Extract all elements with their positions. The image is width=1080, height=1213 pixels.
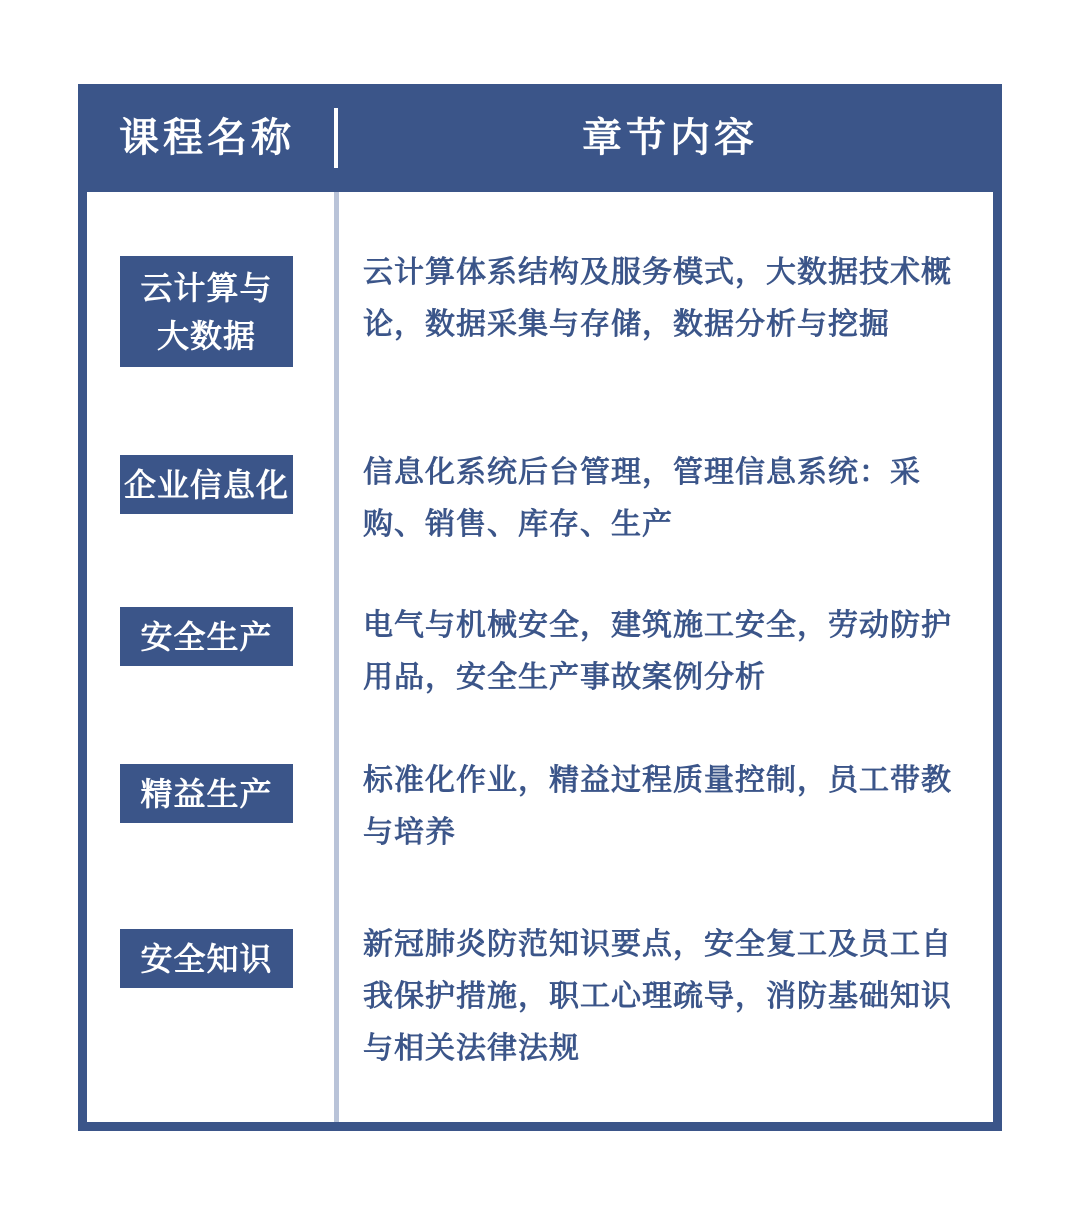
chapter-content-cloud-bigdata: 云计算体系结构及服务模式，大数据技术概论，数据采集与存储，数据分析与挖掘 — [363, 255, 952, 342]
column-divider — [334, 192, 339, 1122]
course-label-lean-production: 精益生产 — [120, 764, 293, 823]
course-label-line: 大数据 — [156, 316, 256, 355]
course-label-safety-production: 安全生产 — [120, 607, 293, 666]
table-body — [87, 192, 993, 1122]
course-label-cloud-bigdata — [120, 256, 293, 367]
table-header — [78, 84, 1002, 192]
course-label-line: 云计算与 — [140, 268, 273, 307]
chapter-content-safety-knowledge: 新冠肺炎防范知识要点，安全复工及员工自我保护措施，职工心理疏导，消防基础知识与相关法律法规 — [363, 927, 952, 1066]
course-table — [78, 84, 1002, 1131]
course-label-enterprise-info: 企业信息化 — [120, 455, 293, 514]
chapter-content-lean-production: 标准化作业，精益过程质量控制，员工带教与培养 — [363, 763, 952, 850]
course-label-safety-knowledge: 安全知识 — [120, 929, 293, 988]
header-course-name: 课程名称 — [119, 115, 295, 161]
chapter-content-enterprise-info: 信息化系统后台管理，管理信息系统：采购、销售、库存、生产 — [363, 455, 921, 542]
header-chapter-content: 章节内容 — [582, 115, 758, 161]
chapter-content-safety-production: 电气与机械安全，建筑施工安全，劳动防护用品，安全生产事故案例分析 — [363, 608, 952, 695]
